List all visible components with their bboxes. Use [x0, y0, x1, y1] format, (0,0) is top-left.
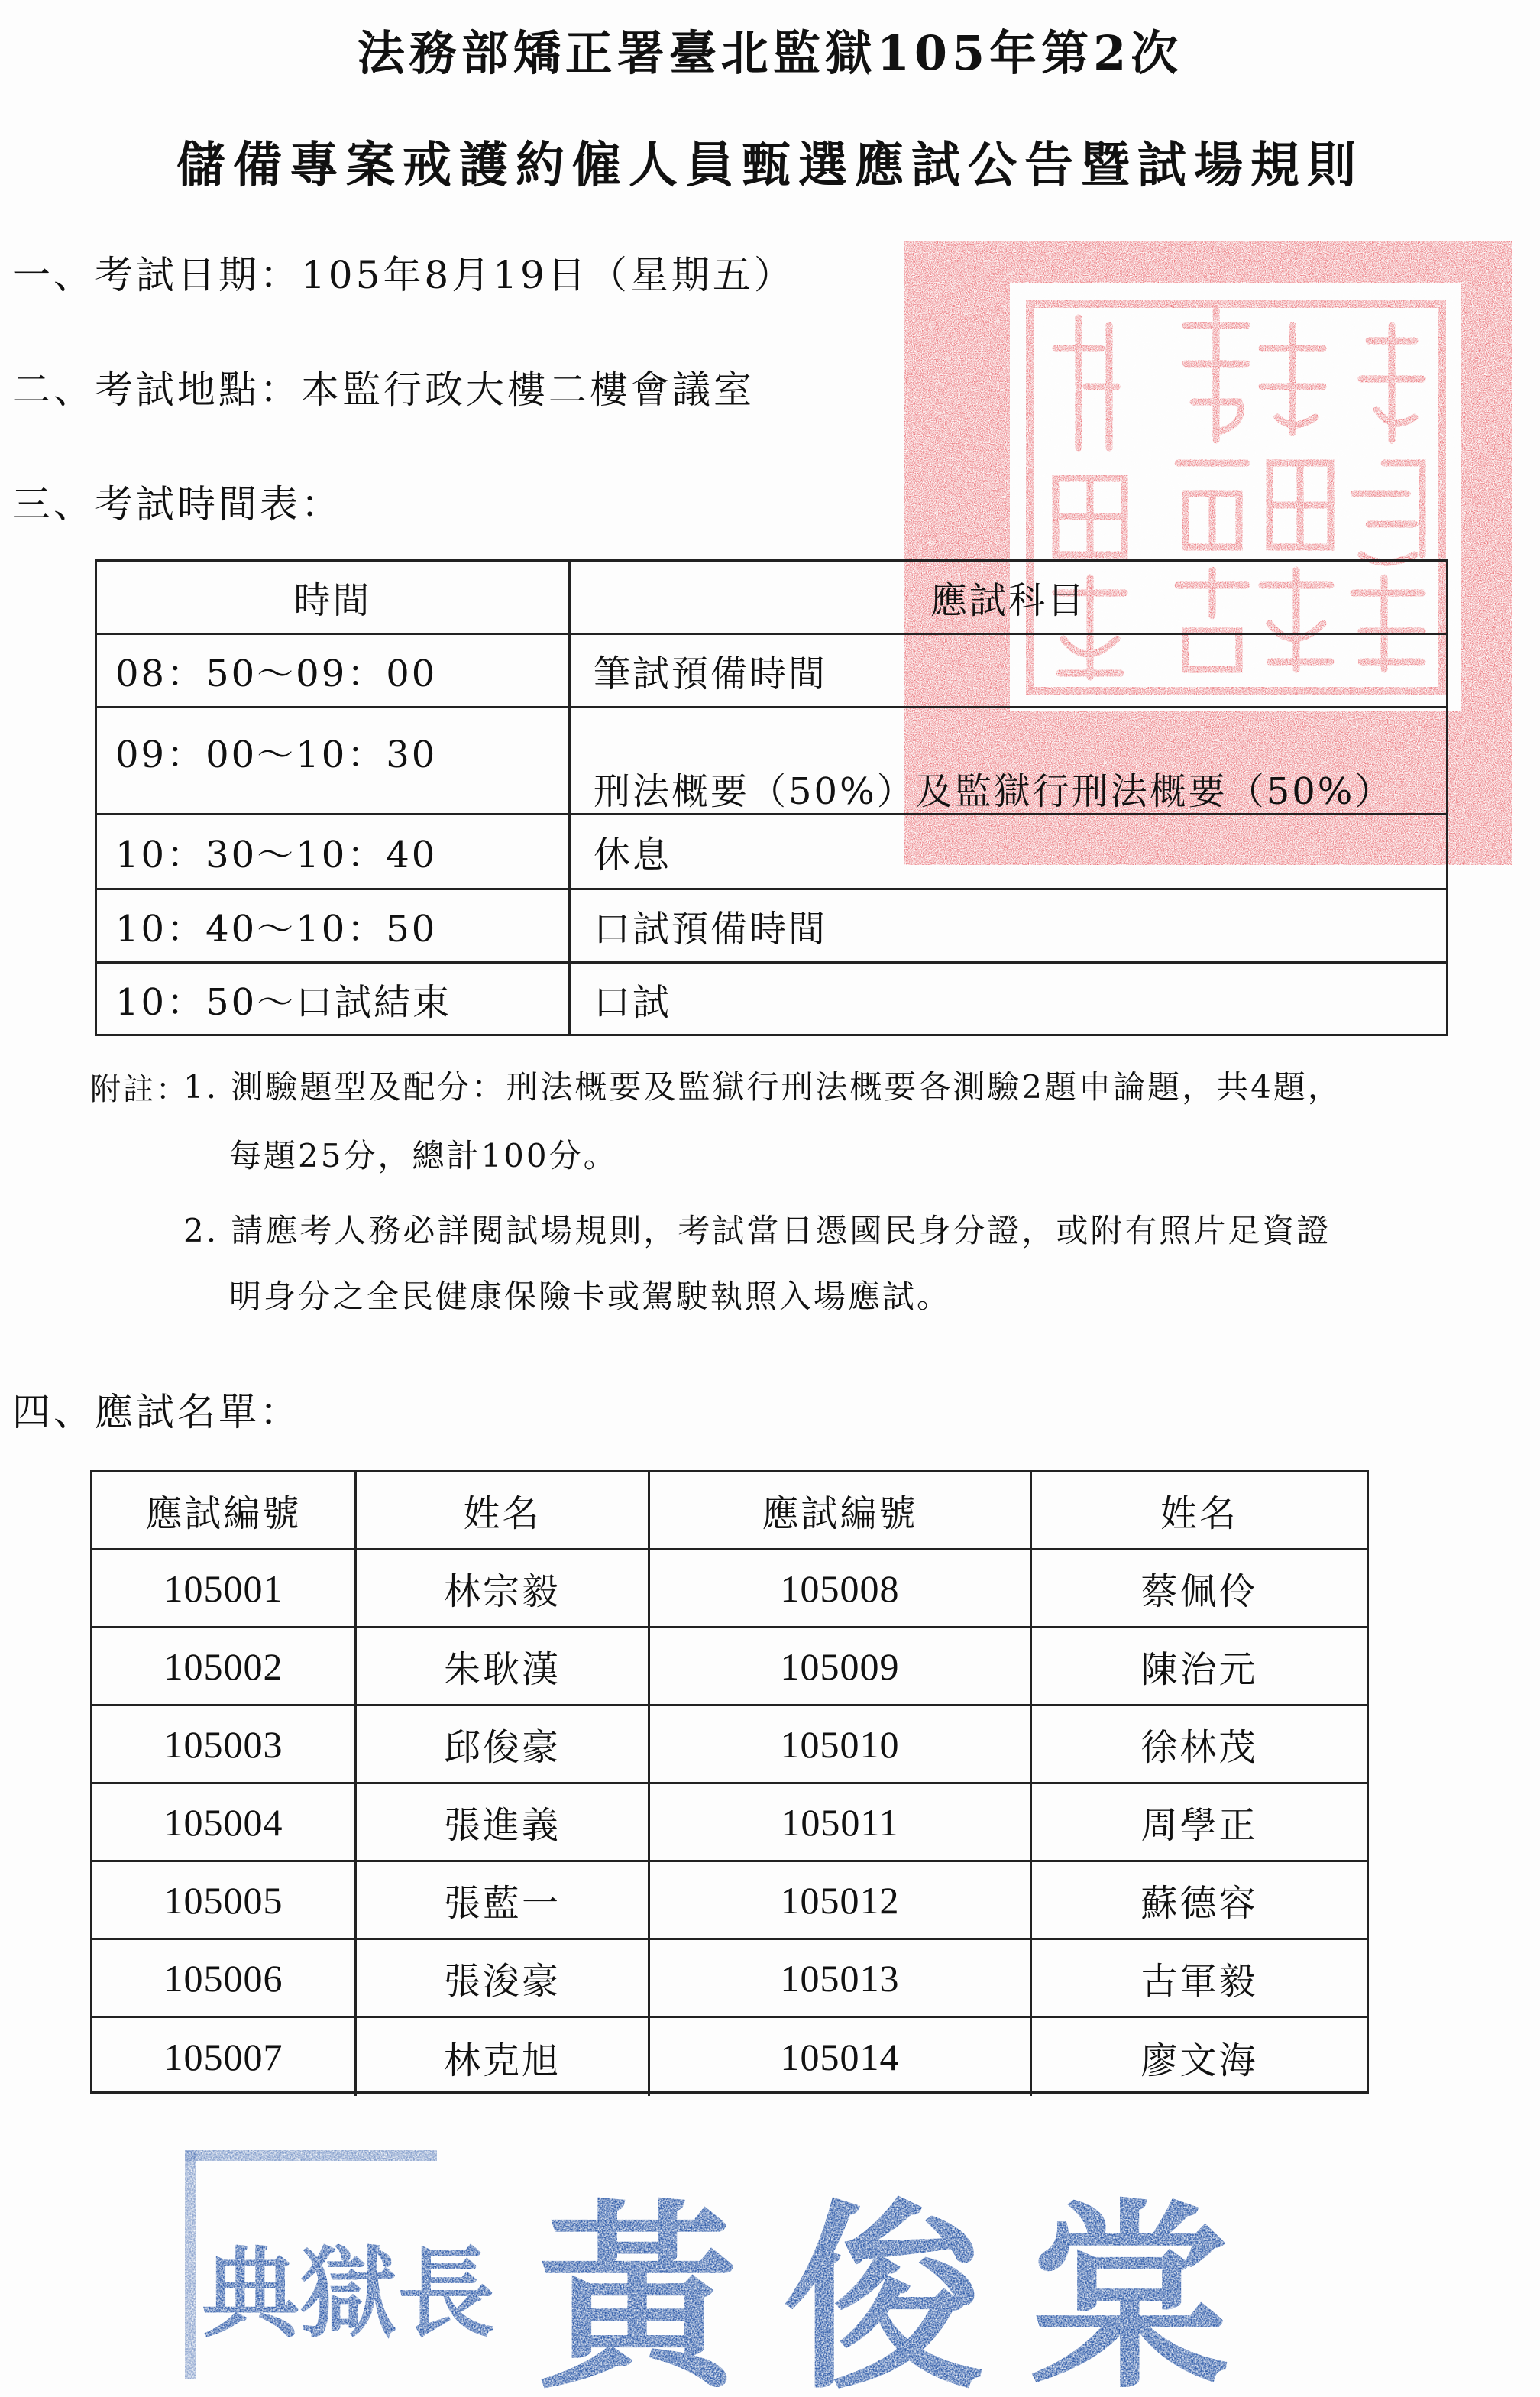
candidates-table: [90, 1470, 1369, 2094]
candidate-name: 周學正: [1140, 1804, 1258, 1847]
header-exam-number: 應試編號: [650, 1472, 1032, 1548]
schedule-row: [97, 964, 1446, 1034]
candidate-name: 朱耿漢: [357, 1628, 650, 1704]
exam-number: 105007: [92, 2018, 357, 2096]
candidate-name: 廖文海: [1140, 2039, 1258, 2082]
exam-number: 105006: [92, 1940, 357, 2016]
note-2-line-1: 2. 請應考人務必詳閱試場規則，考試當日憑國民身分證，或附有照片足資證: [183, 1212, 1331, 1249]
schedule-subject: 筆試預備時間: [594, 653, 828, 695]
note-1-line-2: 每題25分，總計100分。: [229, 1137, 618, 1174]
announcement-title-line2: 儲備專案戒護約僱人員甄選應試公告暨試場規則: [176, 137, 1364, 194]
candidate-name: 張藍一: [357, 1862, 650, 1938]
warden-signature-stamp: [179, 2147, 1302, 2393]
schedule-row: [97, 635, 1446, 708]
exam-number: 105012: [650, 1862, 1032, 1938]
candidate-name: 蘇德容: [1140, 1882, 1258, 1925]
schedule-subject: 休息: [594, 834, 672, 876]
announcement-title-line1: 法務部矯正署臺北監獄105年第2次: [357, 25, 1183, 81]
schedule-subject: 口試: [594, 980, 672, 1024]
schedule-row: [97, 890, 1446, 964]
candidate-name: 古軍毅: [1140, 1960, 1258, 2003]
note-2-line-2: 明身分之全民健康保險卡或駕駛執照入場應試。: [229, 1278, 952, 1315]
candidates-header-row: [92, 1472, 1367, 1550]
table-row: [92, 1784, 1367, 1862]
signature-name: 黃俊棠: [538, 2181, 1276, 2393]
schedule-header-time: 時間: [97, 562, 571, 633]
exam-number: 105010: [650, 1706, 1032, 1782]
candidate-name: 邱俊豪: [357, 1706, 650, 1782]
table-row: [92, 1862, 1367, 1940]
note-1-line-1: 1. 測驗題型及配分：刑法概要及監獄行刑法概要各測驗2題申論題，共4題，: [183, 1068, 1342, 1106]
table-row: [92, 1940, 1367, 2018]
table-row: [92, 1628, 1367, 1706]
table-row: [92, 2018, 1367, 2096]
candidate-name: 林宗毅: [357, 1550, 650, 1626]
candidate-name: 張進義: [357, 1784, 650, 1860]
exam-number: 105002: [92, 1628, 357, 1704]
schedule-header-subject: 應試科目: [930, 579, 1086, 622]
exam-number: 105014: [650, 2018, 1032, 2096]
schedule-row: [97, 815, 1446, 890]
schedule-header-row: [97, 562, 1446, 635]
table-row: [92, 1706, 1367, 1784]
schedule-row: [97, 708, 1446, 815]
exam-number: 105003: [92, 1706, 357, 1782]
exam-date: 一、考試日期：105年8月19日（星期五）: [12, 253, 795, 297]
candidate-name: 陳治元: [1140, 1648, 1258, 1691]
exam-number: 105008: [650, 1550, 1032, 1626]
header-name: 姓名: [357, 1472, 650, 1548]
schedule-subject: 口試預備時間: [594, 908, 828, 951]
signature-title: 典獄長: [202, 2237, 496, 2351]
header-exam-number: 應試編號: [92, 1472, 357, 1548]
schedule-subject: 刑法概要（50%）及監獄行刑法概要（50%）: [594, 770, 1394, 813]
exam-number: 105001: [92, 1550, 357, 1626]
exam-number: 105013: [650, 1940, 1032, 2016]
exam-number: 105009: [650, 1628, 1032, 1704]
candidate-name: 林克旭: [357, 2018, 650, 2096]
table-row: [92, 1550, 1367, 1628]
schedule-heading: 三、考試時間表：: [12, 482, 342, 526]
candidates-heading: 四、應試名單：: [12, 1390, 301, 1434]
schedule-time: 10：30～10：40: [97, 815, 571, 888]
exam-number: 105005: [92, 1862, 357, 1938]
candidate-name: 徐林茂: [1140, 1726, 1258, 1769]
schedule-time: 08：50～09：00: [97, 635, 571, 706]
exam-number: 105011: [650, 1784, 1032, 1860]
exam-schedule-table: [95, 559, 1448, 1036]
exam-location: 二、考試地點：本監行政大樓二樓會議室: [12, 368, 755, 412]
candidate-name: 蔡佩伶: [1140, 1570, 1258, 1613]
notes-label: 附註：: [90, 1072, 189, 1107]
exam-number: 105004: [92, 1784, 357, 1860]
header-name: 姓名: [1160, 1492, 1238, 1535]
schedule-time: 10：40～10：50: [97, 890, 571, 961]
candidate-name: 張浚豪: [357, 1940, 650, 2016]
schedule-time: 09：00～10：30: [97, 708, 571, 813]
schedule-time: 10：50～口試結束: [97, 964, 571, 1034]
